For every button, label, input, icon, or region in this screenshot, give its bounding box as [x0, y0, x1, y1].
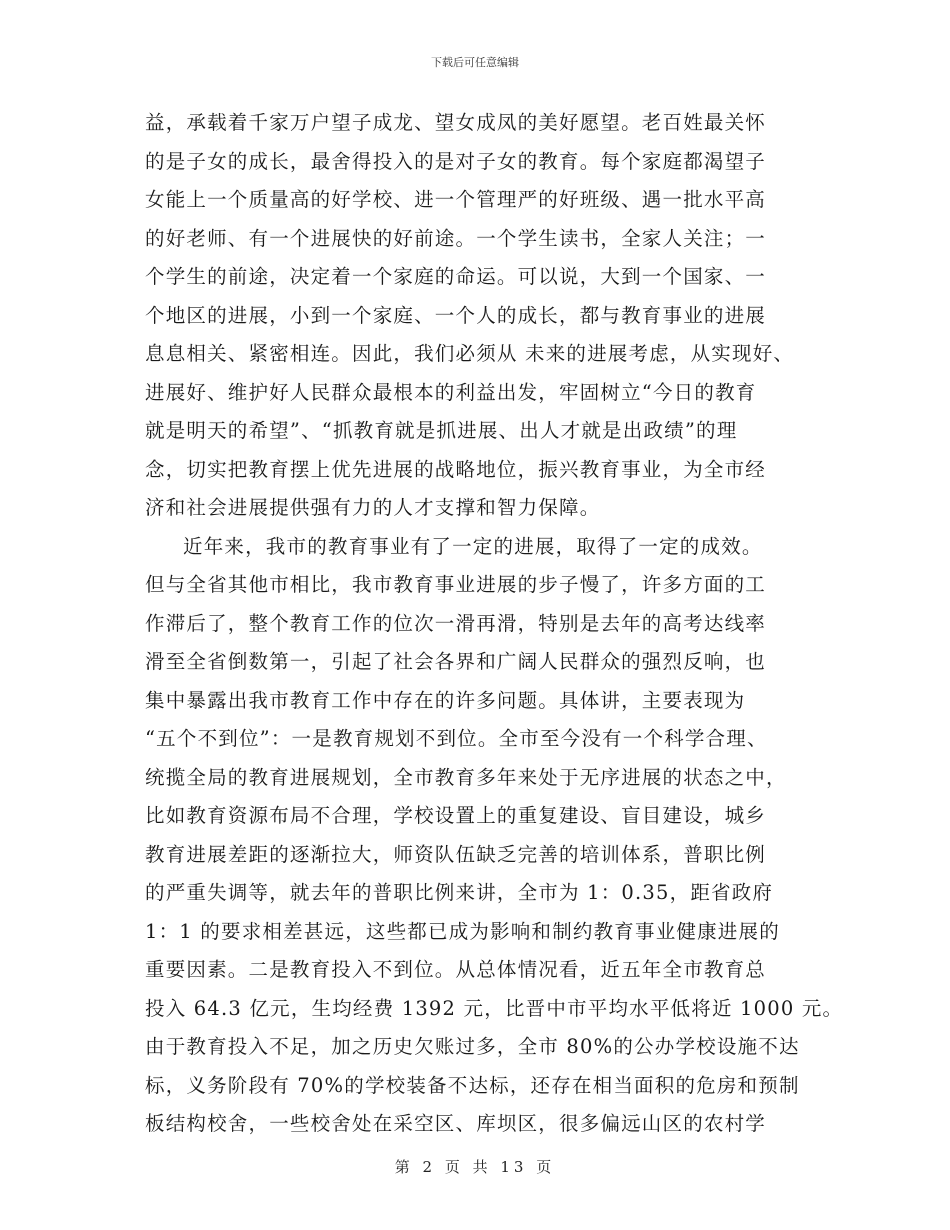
text-line: 集中暴露出我市教育工作中存在的许多问题。具体讲，主要表现为: [145, 688, 746, 712]
text-line: 益，承载着千家万户望子成龙、望女成凤的美好愿望。老百姓最关怀: [145, 111, 767, 134]
text-line: 由于教育投入不足，加之历史欠账过多，全市 80%的公办学校设施不达: [145, 1035, 800, 1058]
text-line: 教育进展差距的逐渐拉大，师资队伍缺乏完善的培训体系，普职比例: [145, 842, 767, 866]
page-number-footer: 第 2 页 共 13 页: [394, 1158, 556, 1176]
text-line: “五个不到位”：一是教育规划不到位。全市至今没有一个科学合理、: [145, 727, 768, 750]
text-line: 息息相关、紧密相连。因此，我们必须从 未来的进展考虑，从实现好、: [145, 342, 795, 365]
text-line: 标，义务阶段有 70%的学校装备不达标，还存在相当面积的危房和预制: [145, 1073, 800, 1097]
text-line: 投入 64.3 亿元，生均经费 1392 元，比晋中市平均水平低将近 1000 元。: [145, 996, 844, 1020]
text-line: 重要因素。二是教育投入不到位。从总体情况看，近五年全市教育总: [145, 958, 767, 981]
text-line: 进展好、维护好人民群众最根本的利益出发，牢固树立“今日的教育: [145, 380, 757, 404]
text-line: 作滞后了，整个教育工作的位次一滑再滑，特别是去年的高考达线率: [145, 611, 767, 635]
document-body: [145, 104, 844, 1144]
text-line: 比如教育资源布局不合理，学校设置上的重复建设、盲目建设，城乡: [145, 804, 767, 827]
text-line: 的是子女的成长，最舍得投入的是对子女的教育。每个家庭都渴望子: [145, 149, 767, 173]
text-line: 念，切实把教育摆上优先进展的战略地位，振兴教育事业，为全市经: [145, 457, 767, 481]
text-line: 个学生的前途，决定着一个家庭的命运。可以说，大到一个国家、一: [145, 265, 767, 288]
text-line: 就是明天的希望”、“抓教育就是抓进展、出人才就是出政绩”的理: [145, 419, 738, 442]
text-line: 滑至全省倒数第一，引起了社会各界和广阔人民群众的强烈反响，也: [145, 650, 767, 673]
page-header: 下载后可任意编辑: [431, 56, 519, 69]
text-line: 统揽全局的教育进展规划，全市教育多年来处于无序进展的状态之中，: [145, 765, 787, 789]
text-line: 的严重失调等，就去年的普职比例来讲，全市为 1：0.35，距省政府: [145, 881, 774, 904]
text-line: 板结构校舍，一些校舍处在采空区、库坝区，很多偏远山区的农村学: [145, 1112, 767, 1135]
text-line: 的好老师、有一个进展快的好前途。一个学生读书，全家人关注；一: [145, 226, 767, 250]
text-line: 济和社会进展提供强有力的人才支撑和智力保障。: [145, 496, 601, 519]
text-line: 但与全省其他市相比，我市教育事业进展的步子慢了，许多方面的工: [145, 573, 767, 596]
paragraph-first-line: 近年来，我市的教育事业有了一定的进展，取得了一定的成效。: [183, 534, 763, 558]
text-line: 个地区的进展，小到一个家庭、一个人的成长，都与教育事业的进展: [145, 303, 767, 327]
text-line: 1：1 的要求相差甚远，这些都已成为影响和制约教育事业健康进展的: [145, 919, 780, 943]
text-line: 女能上一个质量高的好学校、进一个管理严的好班级、遇一批水平高: [145, 188, 767, 211]
